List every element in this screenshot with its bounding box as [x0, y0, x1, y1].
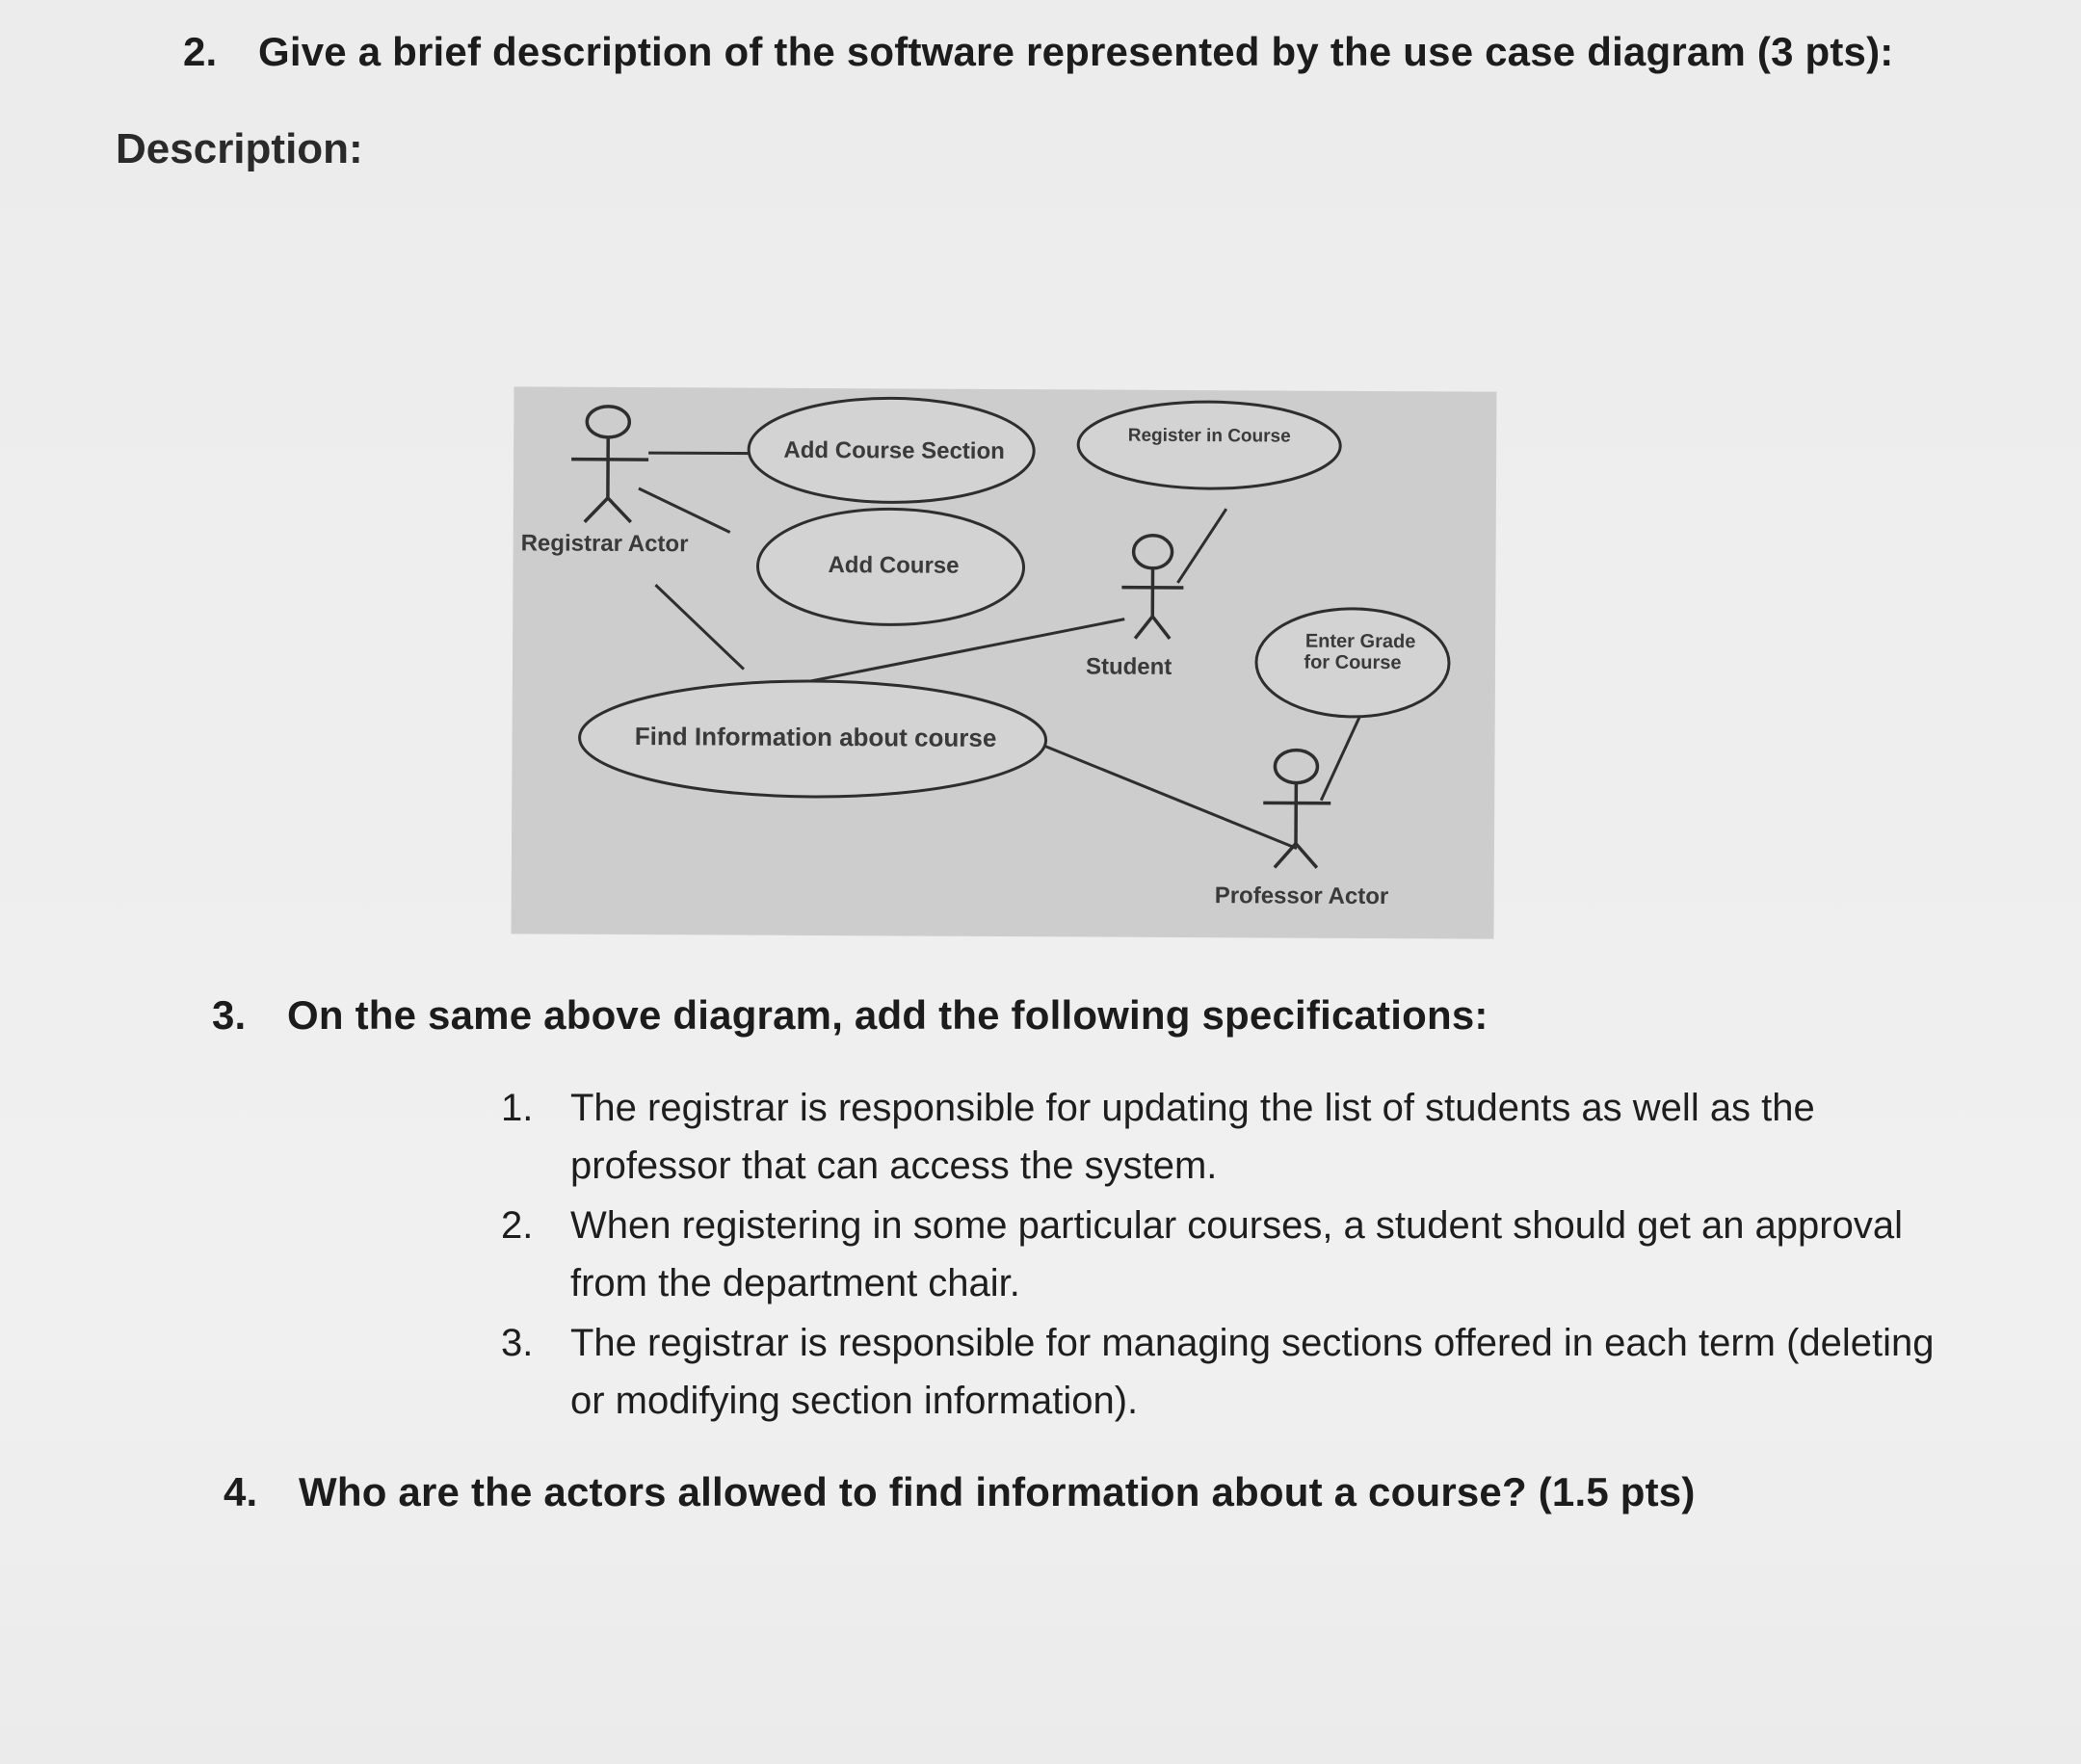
specification-text: When registering in some particular courses, a student should get an approval from the department chair.: [570, 1204, 1903, 1304]
assoc-registrar-add-course: [639, 488, 730, 532]
assoc-professor-find-info: [1032, 741, 1298, 848]
student-actor-figure: [1121, 536, 1184, 639]
specification-text: The registrar is responsible for managing sections offered in each term (deleting or modifying section information).: [570, 1322, 1935, 1422]
assoc-professor-enter-grade: [1321, 716, 1359, 801]
specification-number: 2.: [501, 1204, 534, 1247]
specification-item: [493, 1079, 1967, 1195]
assoc-student-register: [1177, 509, 1225, 583]
use-case-find-information-label: Find Information about course: [634, 721, 997, 752]
description-label: Description:: [116, 125, 363, 172]
use-case-add-course-section-label: Add Course Section: [783, 436, 1005, 465]
specification-number: 1.: [501, 1087, 534, 1129]
specification-item: [493, 1314, 1967, 1430]
specification-list: [493, 1079, 1967, 1432]
specification-text: The registrar is responsible for updating the list of students as well as the professor that can access the system.: [570, 1087, 1815, 1187]
use-case-enter-grade-label-line1: Enter Grade: [1304, 630, 1416, 653]
registrar-actor-figure: [571, 407, 649, 522]
assoc-registrar-add-course-section: [648, 453, 754, 454]
question-2: [183, 29, 1893, 75]
use-case-diagram: [512, 386, 1497, 938]
question-3-text: On the same above diagram, add the following specifications:: [287, 992, 1488, 1038]
question-2-text: Give a brief description of the software represented by the use case diagram (3 pts):: [258, 29, 1894, 74]
use-case-register-in-course-label: Register in Course: [1127, 425, 1291, 447]
registrar-actor-label: Registrar Actor: [520, 530, 689, 558]
assoc-student-find-info: [782, 618, 1124, 689]
question-3: [212, 992, 1488, 1039]
specification-number: 3.: [501, 1322, 534, 1364]
use-case-enter-grade-label-line2: for Course: [1304, 651, 1402, 674]
use-case-add-course-label: Add Course: [828, 552, 960, 579]
question-4-text: Who are the actors allowed to find information about a course? (1.5 pts): [299, 1469, 1696, 1514]
assoc-registrar-find-info: [655, 585, 744, 669]
question-2-number: 2.: [183, 29, 218, 74]
specification-item: [493, 1197, 1967, 1312]
professor-actor-label: Professor Actor: [1214, 882, 1389, 910]
question-4: [224, 1469, 1696, 1515]
student-actor-label: Student: [1085, 653, 1172, 680]
professor-actor-figure: [1263, 750, 1331, 867]
question-3-number: 3.: [212, 992, 247, 1038]
question-4-number: 4.: [224, 1469, 258, 1514]
